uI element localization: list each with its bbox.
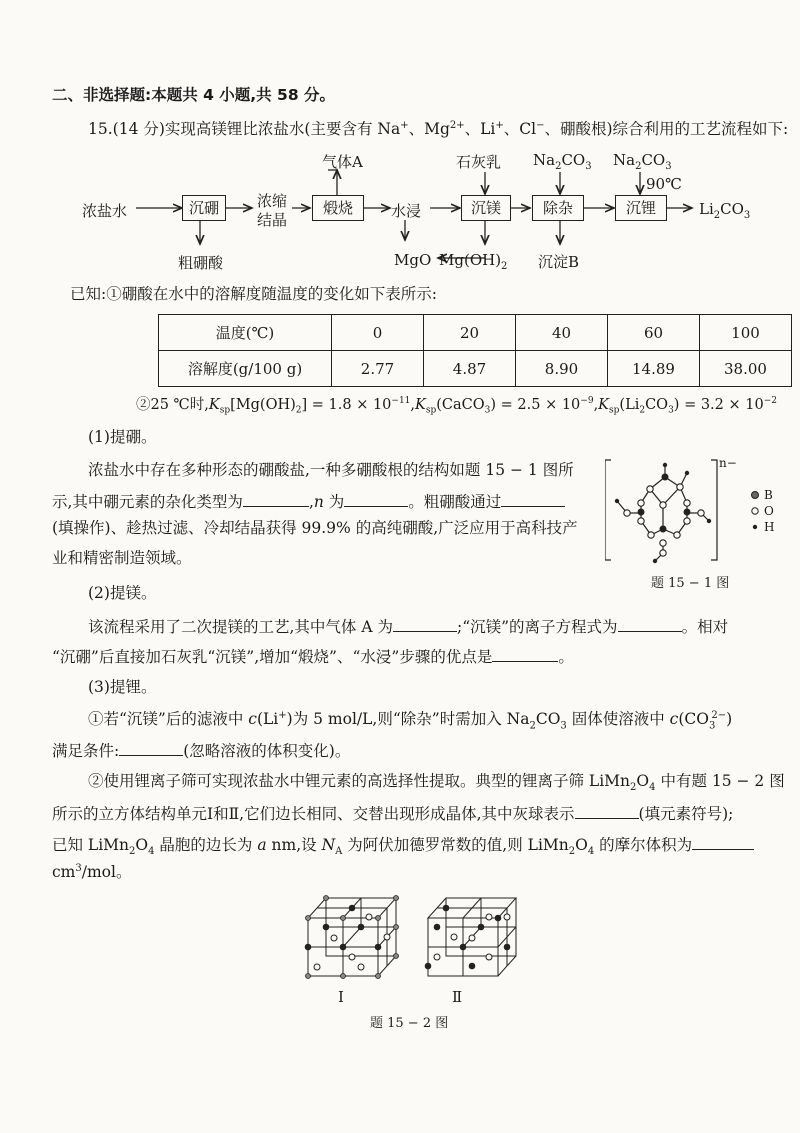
sup: + [495, 120, 504, 131]
table-header-temperature: 温度(℃) [159, 315, 332, 351]
text: 的摩尔体积为 [594, 836, 693, 854]
flow-mgoh2 [439, 251, 507, 272]
text: O [135, 836, 149, 854]
solubility-table [158, 314, 792, 387]
sup: 3 [75, 863, 82, 874]
sup: −11 [391, 396, 411, 406]
legend-boron: B [764, 488, 773, 502]
formula-text: CO [720, 200, 744, 218]
sub: 3 [585, 161, 592, 172]
text: , [593, 396, 599, 413]
text: /mol。 [81, 863, 132, 882]
part1-line3: (填操作)、趁热过滤、冷却结晶获得 99.9% 的高纯硼酸,广泛应用于高科技产 [52, 519, 578, 537]
formula-text: CO [561, 151, 586, 169]
flow-water-leach: 水浸 [391, 202, 422, 220]
flow-crystallize: 结晶 [257, 211, 288, 229]
formula-text: Mg(OH) [439, 251, 502, 269]
text: “沉硼”后直接加石灰乳“沉镁”,增加“煅烧”、“水浸”步骤的优点是 [52, 648, 493, 666]
text: ②使用锂离子筛可实现浓盐水中锂元素的高选择性提取。典型的锂离子筛 LiMn [88, 772, 631, 790]
part1-line1: 浓盐水中存在多种形态的硼酸盐,一种多硼酸根的结构如题 15 − 1 图所 [88, 461, 574, 479]
part1-line4: 业和精密制造领域。 [52, 549, 192, 567]
table-row [159, 351, 792, 387]
sub: 2 [635, 161, 642, 172]
text: 。 [558, 648, 574, 666]
legend-hydrogen: H [764, 520, 775, 534]
flow-precipitate-b: 沉淀B [538, 253, 580, 271]
sub: 2 [501, 261, 508, 272]
text: O [636, 772, 650, 790]
part3-p6 [52, 864, 131, 881]
flow-concentrate: 浓缩 [257, 192, 288, 210]
sub: 3 [743, 210, 751, 221]
table-cell: 60 [608, 315, 700, 351]
text: 。相对 [681, 618, 729, 636]
intro-text: 、Li [464, 120, 496, 139]
unit-II-label: Ⅱ [452, 988, 463, 1006]
var: n [313, 493, 324, 511]
sup: −9 [580, 396, 594, 406]
flow-product-li2co3 [699, 200, 750, 221]
table-cell: 0 [332, 315, 424, 351]
table-cell: 8.90 [516, 351, 608, 387]
sub: 2 [555, 161, 562, 172]
intro-text: 、Cl [503, 120, 537, 139]
sub: A [335, 846, 343, 858]
text: ②25 ℃时, [136, 396, 209, 413]
ksp-line [136, 397, 777, 416]
figure-15-1-caption: 题 15 − 1 图 [651, 576, 730, 591]
text: CO [535, 710, 561, 729]
text: , [410, 396, 416, 413]
text: 为阿伏加德罗常数的值,则 LiMn [342, 836, 569, 854]
part2-line2 [52, 647, 574, 666]
sub: 2 [529, 720, 536, 732]
text: 固体使溶液中 [566, 710, 670, 729]
text: , [308, 493, 314, 511]
flow-lime-milk: 石灰乳 [456, 153, 502, 171]
text: 该流程采用了二次提镁的工艺,其中气体 A 为 [88, 618, 393, 636]
text: 满足条件: [52, 742, 120, 760]
var: K [598, 396, 610, 413]
flow-box-magnesium-precipitation: 沉镁 [461, 195, 511, 221]
part3-p3 [88, 774, 785, 793]
sub: sp [425, 405, 437, 416]
sub: 2 [713, 210, 721, 221]
text: (忽略溶液的体积变化)。 [183, 742, 351, 760]
intro-text: 、Mg [408, 120, 450, 139]
table-header-solubility: 溶解度(g/100 g) [159, 351, 332, 387]
text: ) [726, 710, 733, 729]
text: 为 [323, 493, 345, 511]
answer-blank-molar-volume[interactable] [692, 835, 754, 850]
intro-text: 实现高镁锂比浓盐水(主要含有 Na [164, 120, 401, 139]
text: (CO [678, 710, 709, 729]
part3-p1 [88, 711, 732, 731]
part1-line2 [52, 492, 565, 511]
flow-box-lithium-precipitation: 沉锂 [615, 195, 667, 221]
table-cell: 38.00 [700, 351, 792, 387]
text: (CaCO [436, 396, 485, 413]
table-row [159, 315, 792, 351]
charge-label: n− [719, 456, 737, 470]
var: a [257, 836, 267, 854]
cubic-units-diagram [298, 888, 528, 986]
sub: 3 [484, 405, 491, 416]
part3-p5 [52, 835, 754, 857]
text: (Li [619, 396, 640, 413]
text: ) = 3.2 × 10 [673, 396, 764, 413]
sub: 2 [639, 405, 646, 416]
flow-temperature: 90℃ [646, 175, 682, 193]
flow-na2co3-2 [613, 151, 672, 172]
text: 中有题 15 − 2 图 [655, 772, 785, 790]
text: nm,设 [266, 836, 322, 854]
text: ] = 1.8 × 10 [301, 396, 392, 413]
part3-p2 [52, 741, 350, 760]
sup: + [400, 120, 409, 131]
table-cell: 2.77 [332, 351, 424, 387]
section-heading: 二、非选择题:本题共 4 小题,共 58 分。 [52, 86, 336, 104]
unit-I-label: Ⅰ [338, 988, 344, 1006]
answer-blank-hybridization[interactable] [243, 492, 309, 507]
answer-blank-operation[interactable] [501, 492, 565, 507]
text: )为 5 mol/L,则“除杂”时需加入 Na [286, 710, 530, 729]
answer-blank-element-symbol[interactable] [575, 804, 639, 819]
text: O [575, 836, 588, 854]
answer-blank-ionic-equation[interactable] [618, 617, 682, 632]
legend-oxygen: O [764, 504, 774, 518]
flowchart-arrows [0, 0, 800, 280]
text: [Mg(OH) [230, 396, 296, 413]
intro-text: 、硼酸根)综合利用的工艺流程如下: [544, 120, 789, 139]
flow-start: 浓盐水 [82, 202, 128, 220]
sub: sp [609, 405, 620, 416]
flow-na2co3-1 [533, 151, 592, 172]
text: 示,其中硼元素的杂化类型为 [52, 493, 243, 511]
table-cell: 40 [516, 315, 608, 351]
formula-text: Li [699, 200, 714, 218]
text: 。粗硼酸通过 [408, 493, 502, 511]
text: 所示的立方体结构单元Ⅰ和Ⅱ,它们边长相同、交替出现形成晶体,其中灰球表示 [52, 805, 575, 823]
answer-blank-gas-a[interactable] [393, 617, 457, 632]
figure-15-2-caption: 题 15 − 2 图 [370, 1016, 449, 1031]
sup: + [278, 710, 287, 721]
text: 晶胞的边长为 [154, 836, 258, 854]
var: c [669, 710, 679, 729]
var: c [248, 710, 257, 729]
var: K [208, 396, 220, 413]
sup: 2− [711, 710, 727, 721]
flow-box-boron-precipitation: 沉硼 [182, 195, 226, 221]
flow-box-calcination: 煅烧 [312, 195, 364, 221]
formula-text: CO [641, 151, 666, 169]
answer-blank-carbonate-condition[interactable] [119, 741, 183, 756]
sub: 2 [568, 846, 576, 858]
sub: 3 [708, 720, 716, 732]
sup: 2+ [449, 120, 465, 131]
flow-mgo: MgO [394, 251, 432, 269]
sub: 4 [649, 782, 656, 794]
part2-line1 [88, 617, 728, 636]
polyborate-structure [605, 455, 775, 570]
part2-title: (2)提镁。 [88, 584, 157, 602]
text: ;“沉镁”的离子方程式为 [456, 618, 618, 636]
flow-gas-a: 气体A [322, 153, 363, 171]
var: K [415, 396, 426, 413]
text: ①若“沉镁”后的滤液中 [88, 710, 249, 729]
sub: 3 [665, 161, 672, 172]
answer-blank-advantage[interactable] [492, 647, 558, 662]
sub: 3 [668, 405, 674, 416]
part1-title: (1)提硼。 [88, 428, 157, 446]
sup: −2 [763, 396, 777, 406]
flow-box-impurity-removal: 除杂 [532, 195, 584, 221]
text: ) = 2.5 × 10 [490, 396, 581, 413]
sub: 2 [129, 846, 136, 858]
table-cell: 4.87 [424, 351, 516, 387]
text: 已知 LiMn [52, 836, 130, 854]
question-number: 15. [88, 120, 113, 139]
table-cell: 100 [700, 315, 792, 351]
sub: 2 [295, 405, 302, 416]
sup: − [536, 120, 545, 131]
sub: 2 [630, 782, 637, 794]
text: (填元素符号); [638, 805, 734, 823]
var: N [321, 836, 336, 854]
question-points: (14 分) [112, 120, 165, 139]
text: CO [645, 396, 669, 413]
sub: 4 [148, 846, 155, 858]
part3-title: (3)提锂。 [88, 678, 157, 696]
answer-blank-n[interactable] [344, 492, 408, 507]
formula-text: Na [613, 151, 636, 169]
formula-text: Na [533, 151, 556, 169]
sub: 3 [560, 720, 567, 732]
text: (Li [256, 710, 279, 729]
flow-crude-boric-acid: 粗硼酸 [178, 254, 224, 272]
text: cm [52, 863, 76, 882]
known-intro: 已知:①硼酸在水中的溶解度随温度的变化如下表所示: [70, 285, 437, 303]
sub: 4 [587, 846, 595, 858]
table-cell: 20 [424, 315, 516, 351]
part3-p4 [52, 804, 733, 823]
table-cell: 14.89 [608, 351, 700, 387]
sub: sp [219, 405, 231, 416]
